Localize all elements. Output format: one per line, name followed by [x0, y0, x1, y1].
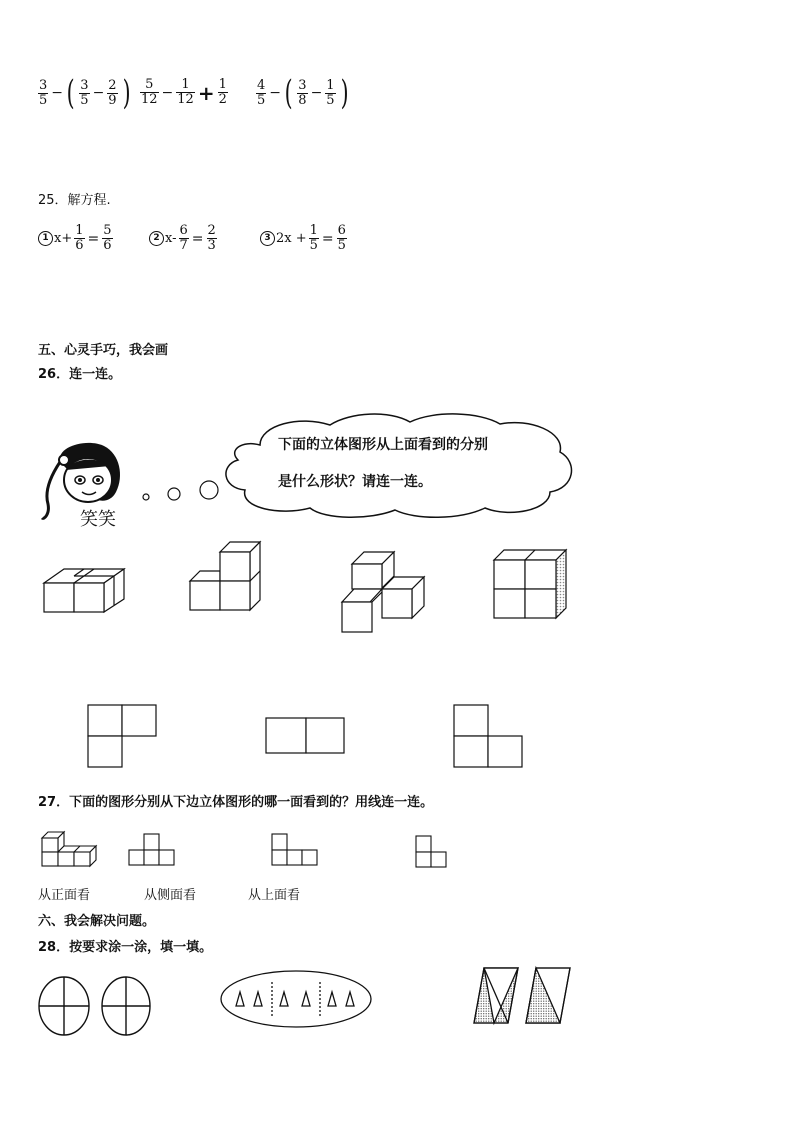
fraction: $\frac{3}{5}$ — [80, 77, 89, 108]
section-5-heading: 五、心灵手巧，我会画 — [38, 343, 169, 358]
q27-view-a — [128, 832, 178, 868]
label-side-view: 从侧面看 — [144, 888, 197, 903]
solid-3 — [338, 548, 428, 638]
parallelograms-shaded — [470, 965, 576, 1027]
fraction: $\frac{3}{8}$ — [298, 77, 307, 108]
circle-quarters-1 — [36, 974, 92, 1038]
top-view-2 — [264, 716, 348, 756]
solid-4 — [490, 548, 570, 620]
fraction: $\frac{1}{12}$ — [177, 77, 194, 107]
equation-3: 3 2x + $\frac{1}{5}$ = $\frac{6}{5}$ — [260, 224, 349, 253]
top-view-3 — [452, 703, 526, 769]
circled-number: 1 — [38, 231, 53, 246]
fraction: $\frac{1}{5}$ — [309, 223, 318, 253]
fraction: $\frac{5}{6}$ — [103, 223, 112, 253]
expression-2: $\frac{5}{12}$ − $\frac{1}{12}$ + $\frac{1}{2}$ — [141, 77, 227, 107]
girl-label: 笑笑 — [80, 509, 116, 530]
fraction: $\frac{1}{2}$ — [218, 77, 227, 107]
expression-1: $\frac{3}{5}$ − ( $\frac{3}{5}$ − $\frac{2}{9}$ ) — [39, 73, 131, 113]
solid-2 — [186, 538, 266, 618]
q28-title: 28．按要求涂一涂，填一填。 — [38, 940, 213, 955]
label-top-view: 从上面看 — [248, 888, 301, 903]
q27-solid — [38, 826, 102, 868]
equation-2: 2 x- $\frac{6}{7}$ = $\frac{2}{3}$ — [149, 224, 219, 253]
fraction: $\frac{6}{7}$ — [179, 223, 188, 253]
equation-1: 1 x+ $\frac{1}{6}$ = $\frac{5}{6}$ — [38, 224, 115, 253]
q27-view-b — [270, 832, 322, 868]
q27-view-c — [412, 834, 450, 870]
fraction: $\frac{1}{5}$ — [326, 77, 335, 108]
section-6-heading: 六、我会解决问题。 — [38, 914, 156, 929]
fraction: $\frac{3}{5}$ — [39, 77, 48, 108]
fraction: $\frac{4}{5}$ — [257, 77, 266, 108]
circled-number: 2 — [149, 231, 164, 246]
fraction: $\frac{2}{9}$ — [108, 77, 117, 108]
circle-quarters-2 — [98, 974, 154, 1038]
oval-triangles — [218, 968, 378, 1032]
fraction: $\frac{1}{6}$ — [75, 223, 84, 253]
thought-bubbles — [0, 0, 1, 1]
fraction: $\frac{5}{12}$ — [141, 77, 158, 107]
fraction: $\frac{2}{3}$ — [207, 223, 216, 253]
q25-title: 25．解方程. — [38, 193, 111, 208]
fraction: $\frac{6}{5}$ — [337, 223, 346, 253]
expression-3: $\frac{4}{5}$ − ( $\frac{3}{8}$ − $\frac{1}{5}$ ) — [257, 73, 349, 113]
thought-cloud — [220, 410, 580, 520]
circled-number: 3 — [260, 231, 275, 246]
q27-title: 27．下面的图形分别从下边立体图形的哪一面看到的？用线连一连。 — [38, 795, 434, 810]
q26-title: 26．连一连。 — [38, 367, 122, 382]
solid-1 — [40, 555, 130, 615]
cloud-text-line-2: 是什么形状？请连一连。 — [278, 474, 432, 490]
cloud-text-line-1: 下面的立体图形从上面看到的分别 — [278, 437, 488, 453]
label-front-view: 从正面看 — [38, 888, 91, 903]
top-view-1 — [86, 703, 158, 769]
